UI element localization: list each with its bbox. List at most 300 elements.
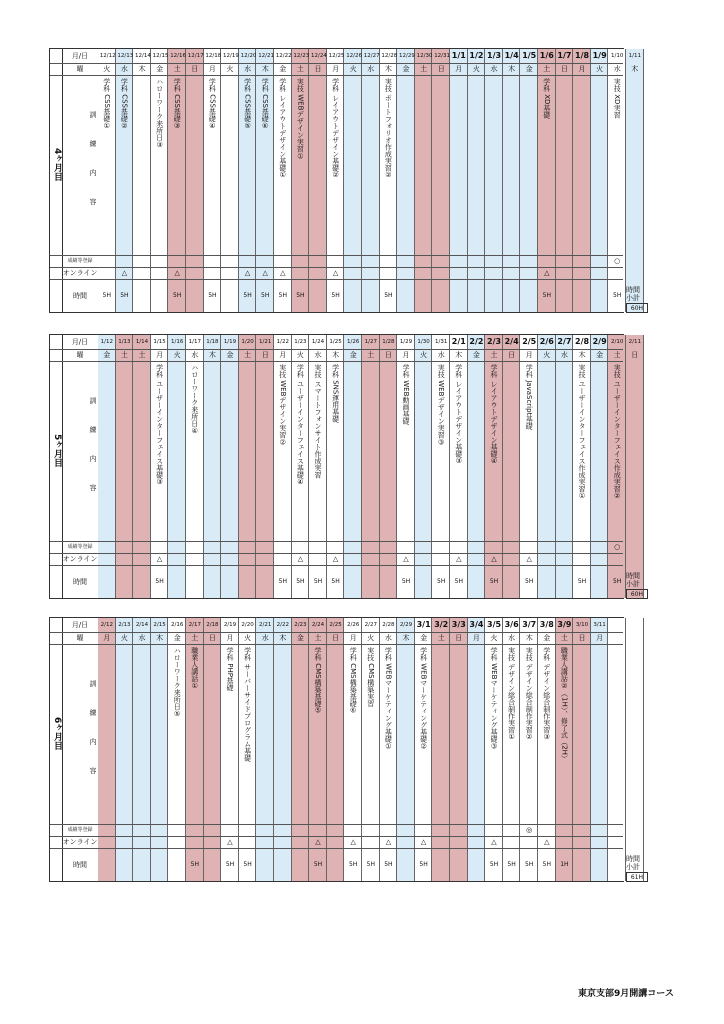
weekday-cell: 木 [279,634,287,642]
weekday-cell: 金 [226,351,234,359]
hours-cell: 5H [349,861,358,868]
online-cell: △ [420,838,427,846]
training-content-cell: 学科 WEBマーケティング基礎③ [490,647,498,751]
date-cell: 1/14 [135,339,149,345]
weekday-cell: 水 [261,634,269,642]
training-content-cell: 学科 SNS運用基礎 [331,364,340,423]
training-content-cell: 職業人講話① [190,647,199,690]
online-row-label: オンライン [62,269,98,277]
date-cell: 12/31 [434,53,451,59]
weekday-row-label: 曜 [76,351,84,359]
training-content-cell [434,78,448,252]
subtotal-label-hours: 時間 [626,855,640,863]
training-content-cell [329,647,343,821]
training-content-cell [469,78,483,252]
row-divider [50,349,623,350]
training-content-cell: 学科 XD基礎 [542,78,551,119]
training-content-cell: 実技 スマートフォンサイト作成実習 [314,364,322,479]
row-divider [50,836,623,837]
weekday-cell: 月 [596,634,604,642]
hours-cell: 5H [243,861,252,868]
training-content-cell: 実技 WEBデザイン実習② [278,364,287,447]
date-cell: 2/13 [118,622,131,628]
date-cell: 2/12 [100,622,113,628]
weekday-cell: 土 [420,65,428,73]
date-cell: 12/16 [170,53,187,59]
training-content-cell [522,78,536,252]
training-content-cell [505,78,519,252]
weekday-cell: 月 [156,351,164,359]
weekday-cell: 火 [543,351,551,359]
weekday-cell: 火 [226,65,234,73]
training-content-cell: 学科 レイアウトデザイン基礎③ [454,364,463,466]
weekday-cell: 月 [208,65,216,73]
date-cell: 12/19 [223,53,239,59]
weekday-cell: 土 [437,634,445,642]
training-content-cell: 実技 CMS構築実習 [366,647,375,707]
hours-cell: 5H [454,578,463,585]
hours-cell: 5H [296,292,305,299]
date-cell: 1/23 [294,339,307,345]
hours-cell: 5H [613,292,622,299]
training-content-cell [557,78,571,252]
hours-cell: 5H [489,861,499,868]
training-content-cell [593,78,607,252]
online-cell: △ [385,838,392,846]
date-cell: 12/24 [311,53,327,59]
date-cell: 1/21 [259,339,272,345]
date-cell: 2/17 [188,622,201,628]
weekday-cell: 金 [349,351,357,359]
hours-subtotal-value: 61H [626,872,648,882]
hours-subtotal-value: 60H [626,589,648,599]
weekday-cell: 日 [208,634,216,642]
date-cell: 2/23 [294,622,307,628]
online-cell: △ [156,555,163,563]
subtotal-label-hours: 時間 [626,286,640,294]
date-cell: 2/19 [223,622,237,628]
training-content-cell [276,647,290,821]
hours-cell: 1H [560,861,569,868]
weekday-cell: 火 [596,65,604,73]
hours-cell: 5H [225,861,235,868]
hours-cell: 5H [120,292,129,299]
record-cell: ○ [614,543,621,551]
weekday-cell: 土 [244,351,252,359]
hours-cell: 5H [542,861,551,868]
weekday-cell: 土 [296,65,304,73]
hours-cell: 5H [437,578,446,585]
weekday-cell: 月 [103,634,111,642]
record-row-label: 成績等登録 [67,258,93,264]
row-divider [50,848,623,849]
training-content-cell [100,647,114,821]
hours-cell: 5H [613,578,622,585]
weekday-cell: 月 [455,65,463,73]
weekday-cell: 水 [314,351,322,359]
online-cell: △ [227,838,233,846]
training-content-cell: 学科 JavaScript基礎 [525,364,534,430]
hours-cell: 5H [102,292,111,299]
hours-cell: 5H [384,292,393,299]
training-content-cell [399,78,413,252]
date-cell: 3/8 [539,620,554,629]
date-cell: 1/11 [628,53,641,59]
online-row-label: オンライン [62,838,98,846]
hours-cell: 5H [331,292,340,299]
training-content-cell: 学科 レイアウトデザイン基礎② [331,78,340,180]
weekday-cell: 月 [472,634,480,642]
weekday-cell: 木 [508,65,516,73]
training-content-cell [135,647,149,821]
training-content-cell [364,364,378,538]
weekday-cell: 木 [332,351,340,359]
training-content-cell [452,647,466,821]
weekday-cell: 水 [508,634,516,642]
hours-cell: 5H [507,861,516,868]
row-divider [50,632,623,633]
date-cell: 2/9 [592,337,607,346]
training-content-cell: 実技 デザイン総合制作実習① [507,647,516,742]
date-cell: 1/1 [451,51,466,60]
weekday-cell: 水 [560,351,568,359]
training-content-cell [434,647,448,821]
weekday-row-label: 曜 [76,634,84,642]
hours-cell: 5H [489,578,499,585]
weekday-cell: 金 [279,65,287,73]
training-content-cell [258,647,272,821]
month-label: 4ヶ月目 [52,148,62,182]
content-row-label: 訓練内容 [89,397,97,513]
training-content-cell: 学科 WEB動画基礎 [402,364,410,425]
training-content-cell [364,78,378,252]
weekday-cell: 金 [402,65,410,73]
training-content-cell: 学科 サーバーサイドプログラム基礎 [243,647,252,762]
date-cell: 1/4 [504,51,519,60]
date-cell: 1/10 [611,53,624,59]
weekday-cell: 木 [578,351,586,359]
online-cell: △ [121,269,128,277]
weekday-cell: 日 [384,351,392,359]
date-cell: 1/15 [153,339,166,345]
month-label: 5ヶ月目 [52,434,62,468]
training-content-cell [241,364,255,538]
date-cell: 3/1 [416,620,431,629]
training-content-cell: 学科 CMS構築基礎⑤ [314,647,322,715]
training-content-cell [540,364,554,538]
weekday-cell: 日 [631,351,639,359]
hours-cell: 5H [331,578,340,585]
training-content-cell [610,647,624,821]
weekday-cell: 日 [314,65,322,73]
online-cell: △ [491,838,497,846]
date-cell: 2/20 [241,622,254,628]
date-cell: 2/22 [276,622,289,628]
month-label: 6ヶ月目 [52,717,62,751]
training-content-cell: 実技 ユーザーインターフェイス作成実習② [613,364,622,501]
training-content-cell [575,647,589,821]
hours-cell: 5H [278,578,287,585]
training-content-cell [153,647,167,821]
weekday-cell: 火 [420,351,428,359]
online-cell: △ [526,555,532,563]
weekday-cell: 金 [156,65,164,73]
weekday-cell: 土 [560,634,568,642]
training-content-cell: 学科 WEBマーケティング基礎① [384,647,393,751]
hours-cell: 5H [313,578,323,585]
row-divider [50,255,623,256]
weekday-cell: 土 [173,65,181,73]
training-content-cell [170,364,184,538]
training-content-cell [469,364,483,538]
weekday-cell: 水 [120,65,128,73]
weekday-cell: 日 [455,634,463,642]
date-cell: 12/26 [346,53,363,59]
weekday-cell: 金 [173,634,181,642]
weekday-cell: 木 [156,634,164,642]
online-cell: △ [332,555,339,563]
date-cell: 3/11 [593,622,606,628]
date-cell: 3/4 [469,620,484,629]
date-cell: 1/20 [241,339,254,345]
date-cell: 1/3 [487,51,502,60]
training-content-cell [223,78,237,252]
hours-cell: 5H [190,861,199,868]
date-row-label: 月/日 [71,621,89,629]
date-cell: 12/29 [399,53,415,59]
schedule-block [49,617,624,882]
training-content-cell: 実技 ユーザーインターフェイス作成実習① [578,364,586,501]
date-cell: 12/22 [275,53,292,59]
date-cell: 1/28 [382,339,395,345]
training-content-cell: 学科 CSS基礎⑥ [261,78,270,130]
date-cell: 1/31 [435,339,448,345]
weekday-cell: 火 [472,65,480,73]
weekday-cell: 金 [596,351,604,359]
date-cell: 1/19 [223,339,237,345]
date-cell: 3/3 [451,620,466,629]
online-cell: △ [244,269,251,277]
weekday-cell: 土 [543,65,551,73]
weekday-cell: 木 [631,65,639,73]
weekday-cell: 木 [384,65,392,73]
content-row-label: 訓練内容 [89,111,97,227]
row-divider [50,644,623,645]
training-content-cell [593,364,607,538]
online-cell: △ [403,555,409,563]
date-cell: 2/4 [504,337,519,346]
date-cell: 12/15 [152,53,169,59]
online-cell: △ [315,838,321,846]
weekday-cell: 火 [296,351,304,359]
date-row-label: 月/日 [71,52,89,60]
weekday-cell: 木 [138,65,146,73]
date-cell: 2/27 [364,622,377,628]
weekday-cell: 土 [613,351,621,359]
hours-cell: 5H [313,861,323,868]
weekday-cell: 火 [244,634,252,642]
subtotal-label-subtotal: 小計 [626,863,640,871]
weekday-cell: 日 [261,351,269,359]
row-divider [50,361,623,362]
hours-cell: 5H [401,578,411,585]
training-content-cell: 学科 CSS基礎③ [173,78,182,130]
weekday-cell: 水 [613,65,621,73]
training-content-cell: 学科 CSS基礎① [102,78,111,130]
date-cell: 1/22 [276,339,289,345]
online-cell: △ [544,269,550,277]
weekday-cell: 月 [349,634,357,642]
weekday-cell: 土 [367,351,375,359]
training-content-cell [100,364,114,538]
training-content-cell: 学科 CSS基礎② [120,78,129,130]
row-divider [50,279,623,280]
date-cell: 2/25 [329,622,342,628]
date-cell: 1/6 [539,51,554,60]
date-cell: 1/29 [399,339,413,345]
weekday-cell: 月 [525,351,533,359]
date-cell: 1/24 [311,339,325,345]
hours-cell: 5H [366,861,375,868]
online-row-label: オンライン [62,555,98,563]
date-cell: 2/21 [259,622,272,628]
date-cell: 3/7 [522,620,537,629]
training-content-cell: 学科 レイアウトデザイン基礎④ [490,364,498,466]
weekday-cell: 日 [332,634,340,642]
record-cell: ○ [614,257,621,265]
date-cell: 1/25 [329,339,342,345]
hours-cell: 5H [155,578,164,585]
training-content-cell [117,364,131,538]
date-cell: 1/30 [417,339,430,345]
hours-cell: 5H [261,292,270,299]
weekday-cell: 金 [296,634,304,642]
training-content-cell: 学科 CSS基礎⑤ [243,78,252,130]
date-cell: 2/2 [469,337,484,346]
weekday-cell: 日 [508,351,516,359]
weekday-cell: 月 [402,351,410,359]
hours-cell: 5H [208,292,217,299]
training-content-cell [417,78,431,252]
online-cell: △ [350,838,356,846]
training-content-cell [628,647,642,821]
hours-subtotal-value: 60H [626,303,648,313]
training-content-cell [487,78,501,252]
weekday-cell: 金 [103,351,111,359]
date-cell: 1/26 [347,339,360,345]
row-divider [50,63,623,64]
training-content-cell [557,364,571,538]
training-content-cell: ハローワーク来所日④ [190,364,199,435]
footer-course-name: 東京支部9月開講コース [578,989,674,999]
weekday-cell: 日 [191,65,199,73]
record-row-label: 成績等登録 [67,544,93,550]
training-content-cell [575,78,589,252]
weekday-cell: 火 [490,634,498,642]
date-cell: 1/27 [364,339,377,345]
training-content-cell: 実技 WEBデザイン実習③ [437,364,446,447]
online-cell: △ [544,838,550,846]
training-content-cell: 学科 PHP基礎 [226,647,234,691]
training-content-cell [452,78,466,252]
training-content-cell: 学科 CMS構築基礎⑥ [349,647,358,715]
date-cell: 1/2 [469,51,484,60]
weekday-cell: 月 [279,351,287,359]
weekday-cell: 日 [578,634,586,642]
date-cell: 1/18 [206,339,219,345]
hours-cell: 5H [525,861,534,868]
subtotal-label-subtotal: 小計 [626,294,640,302]
weekday-cell: 金 [420,634,428,642]
training-content-cell [593,647,607,821]
weekday-cell: 火 [120,634,128,642]
weekday-cell: 木 [402,634,410,642]
date-cell: 2/29 [399,622,413,628]
record-row-label: 成績等登録 [67,827,93,833]
training-content-cell: 実技 WEBデザイン実習① [296,78,305,161]
weekday-cell: 月 [332,65,340,73]
date-cell: 12/27 [363,53,380,59]
training-content-cell [205,364,219,538]
row-divider [50,565,623,566]
online-cell: △ [456,555,462,563]
date-cell: 12/12 [99,53,116,59]
row-divider [50,75,623,76]
training-content-cell: 実技 デザイン総合制作実習② [525,647,534,742]
training-content-cell [188,78,202,252]
training-content-cell: ハローワーク来所日⑤ [173,647,182,718]
date-cell: 2/1 [451,337,466,346]
training-content-cell: 実技 XD実習 [613,78,622,119]
hours-row-label: 時間 [73,292,87,300]
hours-row-label: 時間 [73,861,87,869]
online-cell: △ [332,269,339,277]
date-cell: 3/9 [557,620,572,629]
hours-cell: 5H [419,861,428,868]
weekday-cell: 火 [367,634,375,642]
subtotal-label-subtotal: 小計 [626,580,640,588]
date-cell: 2/18 [206,622,219,628]
date-cell: 2/5 [522,337,537,346]
date-cell: 2/11 [628,339,641,345]
date-cell: 1/12 [100,339,113,345]
training-content-cell: ハローワーク来所日③ [155,78,164,149]
date-cell: 12/21 [258,53,275,59]
weekday-cell: 木 [261,65,269,73]
online-cell: △ [280,269,286,277]
weekday-cell: 木 [525,634,533,642]
row-divider [50,553,623,554]
weekday-cell: 日 [560,65,568,73]
weekday-cell: 水 [367,65,375,73]
weekday-cell: 火 [349,65,357,73]
date-cell: 12/18 [205,53,222,59]
date-cell: 12/13 [117,53,134,59]
training-content-cell [223,364,237,538]
date-cell: 1/16 [171,339,184,345]
training-content-cell: 実技 ポートフォリオ作成実習② [384,78,393,180]
date-cell: 1/8 [575,51,590,60]
date-cell: 12/14 [135,53,151,59]
training-content-cell [311,78,325,252]
weekday-cell: 金 [543,634,551,642]
weekday-cell: 木 [208,351,216,359]
training-content-cell [293,647,307,821]
weekday-cell: 月 [226,634,234,642]
hours-cell: 5H [384,861,393,868]
weekday-cell: 水 [138,634,146,642]
weekday-cell: 木 [455,351,463,359]
